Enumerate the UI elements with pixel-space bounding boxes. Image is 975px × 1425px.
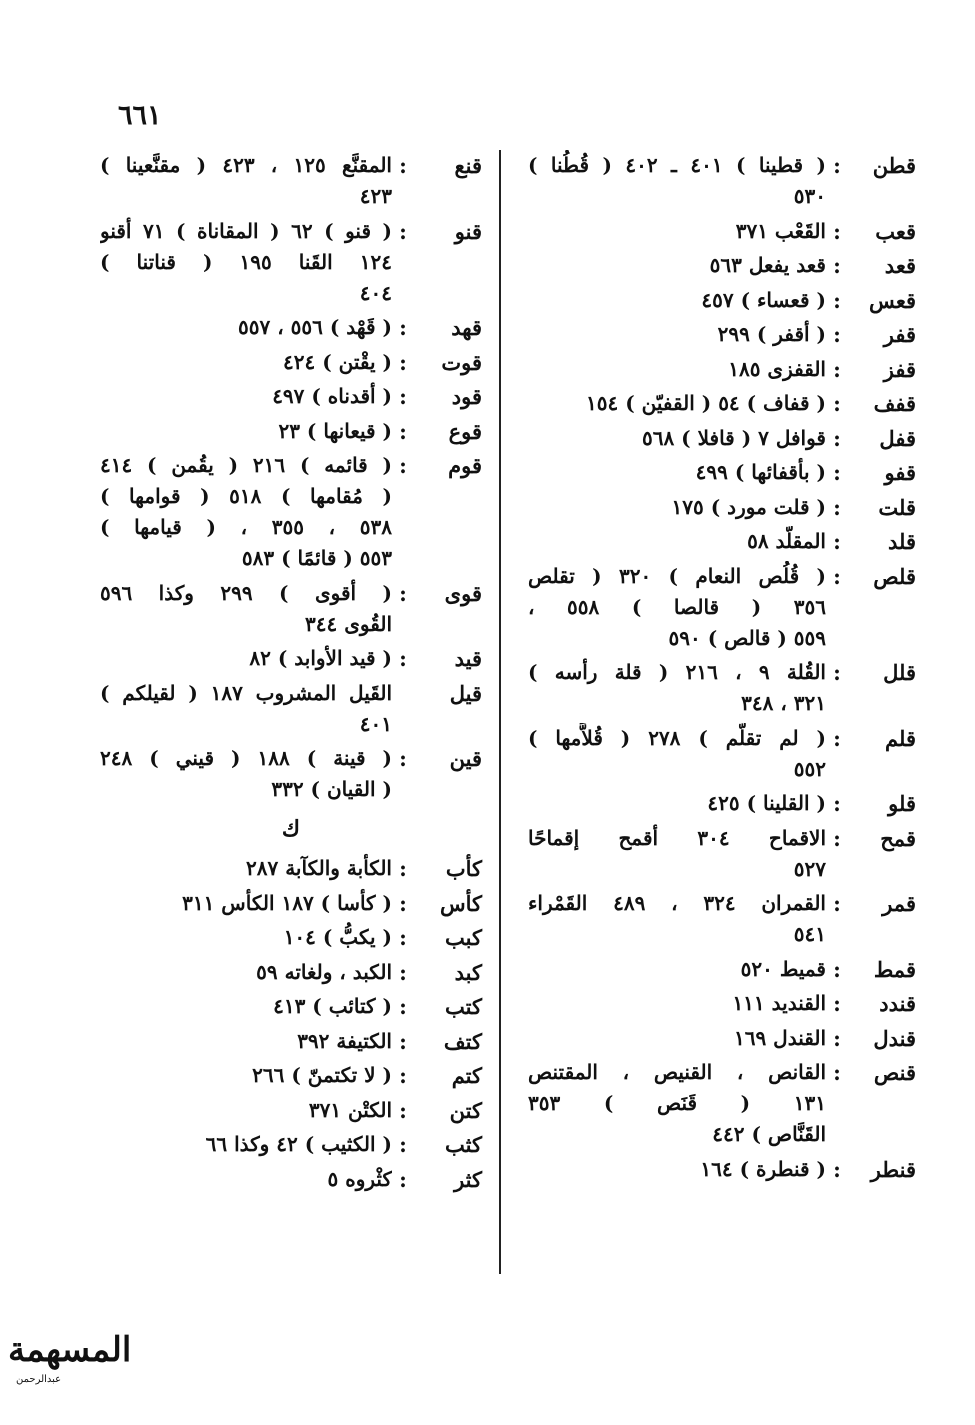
- entry-separator: :: [399, 453, 407, 478]
- entry-line: ١٢٤ القَنا ١٩٥ ( قناتنا ): [100, 249, 392, 274]
- entry-line: قعد يفعل ٥٦٣: [709, 253, 826, 277]
- entry-separator: :: [833, 391, 841, 416]
- entry-line: ( أقوى ) ٢٩٩ وكذا ٥٩٦: [100, 580, 392, 605]
- entry-references: [100, 1129, 392, 1160]
- entry-line: ٤٠١: [359, 711, 392, 736]
- entry-separator: :: [399, 856, 407, 881]
- entry-separator: :: [399, 1063, 407, 1088]
- entry-references: [528, 657, 826, 719]
- entry-root-word: قمح: [880, 825, 916, 851]
- entry-root-word: قود: [451, 384, 482, 409]
- entry-separator: :: [399, 580, 407, 606]
- index-entry: [528, 888, 916, 950]
- entry-root-word: قهد: [451, 315, 482, 340]
- entry-references: [528, 1154, 826, 1185]
- entry-line: ٣٢١ ، ٣٤٨: [741, 691, 826, 715]
- entry-root-word: قين: [449, 746, 482, 771]
- entry-references: [100, 347, 392, 378]
- index-entry: [528, 423, 916, 454]
- entry-line: الاقماح ٣٠٤ أقمح إقماحًا: [528, 825, 826, 850]
- entry-references: [100, 888, 392, 919]
- entry-line: القفزى ١٨٥: [728, 356, 826, 381]
- entry-references: [100, 416, 392, 447]
- entry-root-word: قلد: [887, 529, 916, 554]
- entry-references: [100, 1164, 392, 1195]
- section-heading-kaf: ك: [281, 816, 301, 842]
- entry-references: [100, 150, 392, 212]
- logo-main-text: المسهمة: [8, 1330, 132, 1370]
- entry-references: [528, 216, 826, 247]
- entry-root-word: قفز: [883, 356, 916, 382]
- entry-line: ( كأسا ) ١٨٧ الكأس ٣١١: [182, 890, 392, 915]
- entry-references: [100, 1026, 392, 1057]
- entry-root-word: قوى: [444, 580, 482, 606]
- index-entry: [528, 788, 916, 819]
- index-entry: [528, 354, 916, 385]
- entry-references: [528, 723, 826, 785]
- entry-line: كثْروه ٥: [327, 1166, 392, 1191]
- entry-line: ٥٥٣ ( قائمًا ) ٥٨٣: [241, 546, 392, 570]
- entry-line: ( لا تكتمنّ ) ٢٦٦: [252, 1063, 392, 1087]
- entry-line: ١٣١ ( قَنَص ) ٣٥٣: [528, 1091, 826, 1115]
- index-entry: [528, 285, 916, 316]
- entry-root-word: قلل: [883, 660, 916, 685]
- entry-references: [100, 957, 392, 988]
- entry-references: [100, 1095, 392, 1126]
- entry-separator: :: [399, 925, 407, 950]
- entry-references: [528, 888, 826, 950]
- entry-root-word: قلم: [885, 725, 916, 751]
- entry-separator: :: [399, 218, 407, 244]
- entry-root-word: قفل: [879, 425, 916, 451]
- entry-line: ( قائمه ) ٢١٦ ( يقُمن ) ٤١٤: [100, 453, 392, 477]
- entry-references: [528, 250, 826, 281]
- right-column: [528, 150, 916, 1188]
- entry-line: ٤٢٣: [359, 184, 392, 208]
- entry-line: ٥٥٢: [793, 756, 826, 781]
- entry-root-word: قوت: [441, 349, 482, 375]
- entry-separator: :: [399, 1132, 407, 1157]
- entry-root-word: قمر: [882, 891, 916, 916]
- entry-separator: :: [833, 891, 841, 916]
- entry-references: [100, 743, 392, 805]
- entry-line: ( يقْتن ) ٤٢٤: [283, 349, 392, 374]
- index-entry: [100, 1060, 482, 1091]
- entry-root-word: كبب: [445, 925, 482, 950]
- index-entry: [100, 888, 482, 919]
- entry-references: [100, 312, 392, 343]
- entry-root-word: كثر: [454, 1166, 482, 1192]
- entry-references: [528, 423, 826, 454]
- left-column: [100, 150, 482, 1198]
- entry-root-word: كتن: [449, 1097, 482, 1123]
- entry-separator: :: [833, 218, 841, 244]
- index-entry: [100, 312, 482, 343]
- entry-references: [528, 1057, 826, 1150]
- index-entry: [100, 578, 482, 640]
- entry-line: ( قينة ) ١٨٨ ( قيني ) ٢٤٨: [100, 746, 392, 770]
- entry-line: ( قَهْد ) ٥٥٦ ، ٥٥٧: [238, 315, 392, 339]
- entry-line: ( أقفر ) ٢٩٩: [717, 322, 826, 346]
- entry-line: ٤٠٤: [359, 280, 392, 305]
- index-entry: [100, 416, 482, 447]
- entry-line: ( مُقامها ) ٥١٨ ( قوامها ): [100, 484, 392, 508]
- entry-separator: :: [399, 1166, 407, 1192]
- index-entry: [100, 347, 482, 378]
- index-entry: [100, 1095, 482, 1126]
- entry-separator: :: [833, 660, 841, 685]
- entry-root-word: قطن: [872, 153, 916, 178]
- entry-references: [100, 216, 392, 309]
- entry-line: ٥٣٠: [793, 184, 826, 208]
- entry-references: [528, 526, 826, 557]
- entry-line: ( قيعانها ) ٢٣: [278, 418, 392, 443]
- logo-sub-text: عبدالرحمن: [16, 1374, 62, 1385]
- entry-line: القندل ١٦٩: [733, 1025, 826, 1050]
- index-entry: [528, 823, 916, 885]
- entry-separator: :: [833, 356, 841, 382]
- index-entry: [100, 643, 482, 674]
- entry-separator: :: [399, 1097, 407, 1123]
- entry-separator: :: [833, 425, 841, 451]
- entry-references: [100, 991, 392, 1022]
- entry-line: ٥٥٩ ( قالص ) ٥٩٠: [668, 625, 826, 650]
- entry-references: [528, 354, 826, 385]
- index-entry: [528, 657, 916, 719]
- entry-line: ( القلينا ) ٤٢٥: [707, 791, 826, 815]
- entry-separator: :: [833, 1156, 841, 1182]
- entry-line: القُوى ٣٤٤: [305, 611, 392, 636]
- entry-references: [528, 988, 826, 1019]
- index-entry: [528, 388, 916, 419]
- page-number: ٦٦١: [118, 100, 162, 131]
- entry-references: [100, 1060, 392, 1091]
- entry-root-word: قفو: [884, 460, 916, 485]
- index-entry: [528, 1057, 916, 1150]
- entry-separator: :: [399, 959, 407, 985]
- entry-separator: :: [833, 791, 841, 816]
- entry-line: ( الكثيب ) ٤٢ وكذا ٦٦: [205, 1132, 392, 1156]
- index-entry: [528, 216, 916, 247]
- entry-line: قوافل ٧ ( قافلا ) ٥٦٨: [641, 425, 826, 450]
- entry-root-word: قفف: [873, 391, 916, 416]
- entry-separator: :: [833, 494, 841, 520]
- index-entry: [100, 853, 482, 884]
- entry-line: ( لم تقلَّم ) ٢٧٨ ( قُلاَّمها ): [528, 725, 826, 750]
- entry-root-word: قنع: [454, 153, 482, 178]
- entry-separator: :: [833, 1060, 841, 1085]
- entry-root-word: قعس: [869, 287, 916, 313]
- entry-separator: :: [833, 956, 841, 982]
- entry-references: [100, 678, 392, 740]
- index-entry: [528, 1023, 916, 1054]
- entry-line: القَيل المشروب ١٨٧ ( لقيلكم ): [100, 680, 392, 705]
- left-column-qaf-entries: [100, 150, 482, 805]
- entry-root-word: قندد: [879, 991, 916, 1016]
- entry-line: ٥٤١: [793, 922, 826, 946]
- entry-line: ( كتائب ) ٤١٣: [273, 994, 392, 1018]
- entry-line: ( قنطرة ) ١٦٤: [700, 1156, 826, 1181]
- entry-root-word: قنص: [873, 1060, 916, 1085]
- index-entry: [100, 991, 482, 1022]
- entry-references: [100, 450, 392, 574]
- index-entry: [528, 319, 916, 350]
- index-entry: [100, 1129, 482, 1160]
- index-entry: [528, 561, 916, 654]
- entry-line: ٣٥٦ ( قالصا ) ٥٥٨ ،: [528, 594, 826, 619]
- entry-separator: :: [399, 153, 407, 178]
- index-entry: [528, 150, 916, 212]
- entry-root-word: قيل: [449, 680, 482, 706]
- entry-separator: :: [833, 991, 841, 1016]
- index-entry: [100, 678, 482, 740]
- entry-line: الكأبة والكآبة ٢٨٧: [246, 856, 392, 880]
- entry-line: ( يكبُّ ) ١٠٤: [283, 925, 392, 949]
- entry-root-word: قمط: [873, 956, 916, 982]
- entry-root-word: قوم: [448, 453, 482, 478]
- entry-separator: :: [399, 384, 407, 409]
- entry-line: القُلة ٩ ، ٢١٦ ( قلة رأسه ): [528, 660, 826, 684]
- entry-references: [100, 578, 392, 640]
- entry-line: قميط ٥٢٠: [740, 956, 826, 981]
- entry-separator: :: [399, 646, 407, 671]
- entry-references: [528, 561, 826, 654]
- entry-references: [528, 457, 826, 488]
- entry-separator: :: [833, 287, 841, 313]
- entry-root-word: كتف: [443, 1028, 482, 1054]
- entry-references: [528, 150, 826, 212]
- column-divider: [499, 150, 501, 1274]
- index-entry: [100, 216, 482, 309]
- entry-line: ( القيان ) ٣٣٢: [271, 777, 392, 801]
- entry-root-word: قلص: [873, 563, 916, 589]
- entry-line: المقلَّد ٥٨: [747, 529, 826, 553]
- entry-separator: :: [833, 253, 841, 278]
- index-entry: [100, 743, 482, 805]
- index-entry: [528, 526, 916, 557]
- entry-separator: :: [399, 418, 407, 444]
- entry-line: ( قعساء ) ٤٥٧: [701, 287, 826, 312]
- entry-line: الكتْن ٣٧١: [308, 1097, 392, 1122]
- index-entry: [528, 492, 916, 523]
- entry-references: [528, 788, 826, 819]
- entry-root-word: قنطر: [870, 1156, 916, 1182]
- entry-references: [100, 853, 392, 884]
- entry-line: القَعْب ٣٧١: [735, 218, 826, 243]
- entry-references: [528, 492, 826, 523]
- entry-root-word: كتم: [451, 1063, 482, 1088]
- entry-root-word: كتب: [445, 994, 482, 1019]
- index-entry: [528, 1154, 916, 1185]
- entry-line: الكبد ، ولغاته ٥٩: [256, 959, 392, 984]
- entry-line: ( قطينا ) ٤٠١ ـ ٤٠٢ ( قُطُنا ): [528, 153, 826, 177]
- entry-root-word: كأب: [445, 856, 482, 881]
- index-entry: [528, 723, 916, 785]
- entry-root-word: قنو: [454, 218, 482, 244]
- index-entry: [528, 250, 916, 281]
- index-entry: [528, 954, 916, 985]
- entry-root-word: كأس: [439, 890, 482, 916]
- entry-references: [528, 285, 826, 316]
- entry-line: القَنَّاص ) ٤٤٢: [712, 1122, 826, 1146]
- entry-separator: :: [399, 890, 407, 916]
- entry-separator: :: [833, 153, 841, 178]
- entry-separator: :: [399, 315, 407, 340]
- entry-line: ( أقدناه ) ٤٩٧: [272, 384, 392, 408]
- entry-separator: :: [833, 725, 841, 751]
- entry-root-word: قعب: [875, 218, 916, 244]
- entry-line: ٥٣٨ ، ٣٥٥ ، ( قيامها ): [100, 515, 392, 539]
- entry-line: ( بأقفائها ) ٤٩٩: [695, 460, 826, 484]
- entry-root-word: كبد: [454, 959, 482, 985]
- entry-separator: :: [833, 1025, 841, 1051]
- publisher-logo: [8, 1330, 158, 1410]
- entry-references: [528, 319, 826, 350]
- entry-root-word: قعد: [884, 253, 916, 278]
- left-column-kaf-entries: [100, 853, 482, 1195]
- entry-line: الكتيفة ٣٩٢: [297, 1028, 392, 1053]
- index-entry: [100, 957, 482, 988]
- entry-line: القانص ، القنيص ، المقتنص: [528, 1060, 826, 1084]
- entry-line: ( قُلُص النعام ) ٣٢٠ ( تقلص: [528, 563, 826, 588]
- entry-references: [528, 1023, 826, 1054]
- index-entry: [100, 922, 482, 953]
- entry-references: [100, 381, 392, 412]
- entry-references: [100, 922, 392, 953]
- entry-line: ( قنو ) ٦٢ ( المقاناة ) ٧١ أقنو: [100, 218, 392, 243]
- entry-references: [528, 954, 826, 985]
- entry-line: القنديد ١١١: [732, 991, 826, 1015]
- entry-line: القمران ٣٢٤ ، ٤٨٩ القَمْراء: [528, 891, 826, 915]
- entry-separator: :: [399, 1028, 407, 1054]
- entry-line: ( قفاف ) ٥٤ ( القفيّن ) ١٥٤: [586, 391, 826, 415]
- entry-line: ( قيد الأوابد ) ٨٢: [249, 646, 392, 670]
- entry-references: [528, 388, 826, 419]
- entry-line: ٥٢٧: [793, 856, 826, 881]
- index-entry: [100, 450, 482, 574]
- entry-separator: :: [833, 529, 841, 554]
- entry-root-word: كثب: [445, 1132, 482, 1157]
- entry-separator: :: [833, 460, 841, 485]
- entry-line: ( قلت مورد ) ١٧٥: [671, 494, 826, 519]
- entry-root-word: قندل: [873, 1025, 916, 1051]
- entry-root-word: قفر: [883, 322, 916, 347]
- index-entry: [528, 457, 916, 488]
- index-entry: [100, 150, 482, 212]
- entry-root-word: قلت: [878, 494, 916, 520]
- index-entry: [100, 1164, 482, 1195]
- entry-separator: :: [833, 825, 841, 851]
- entry-separator: :: [833, 563, 841, 589]
- entry-line: المقنَّع ١٢٥ ، ٤٢٣ ( مقنَّعينا ): [100, 153, 392, 177]
- entry-references: [528, 823, 826, 885]
- entry-separator: :: [399, 746, 407, 771]
- entry-root-word: قلو: [888, 791, 916, 816]
- entry-root-word: قيد: [454, 646, 482, 671]
- index-entry: [528, 988, 916, 1019]
- index-entry: [100, 381, 482, 412]
- entry-root-word: قوع: [448, 418, 482, 444]
- index-entry: [100, 1026, 482, 1057]
- entry-separator: :: [833, 322, 841, 347]
- entry-separator: :: [399, 349, 407, 375]
- entry-separator: :: [399, 994, 407, 1019]
- entry-references: [100, 643, 392, 674]
